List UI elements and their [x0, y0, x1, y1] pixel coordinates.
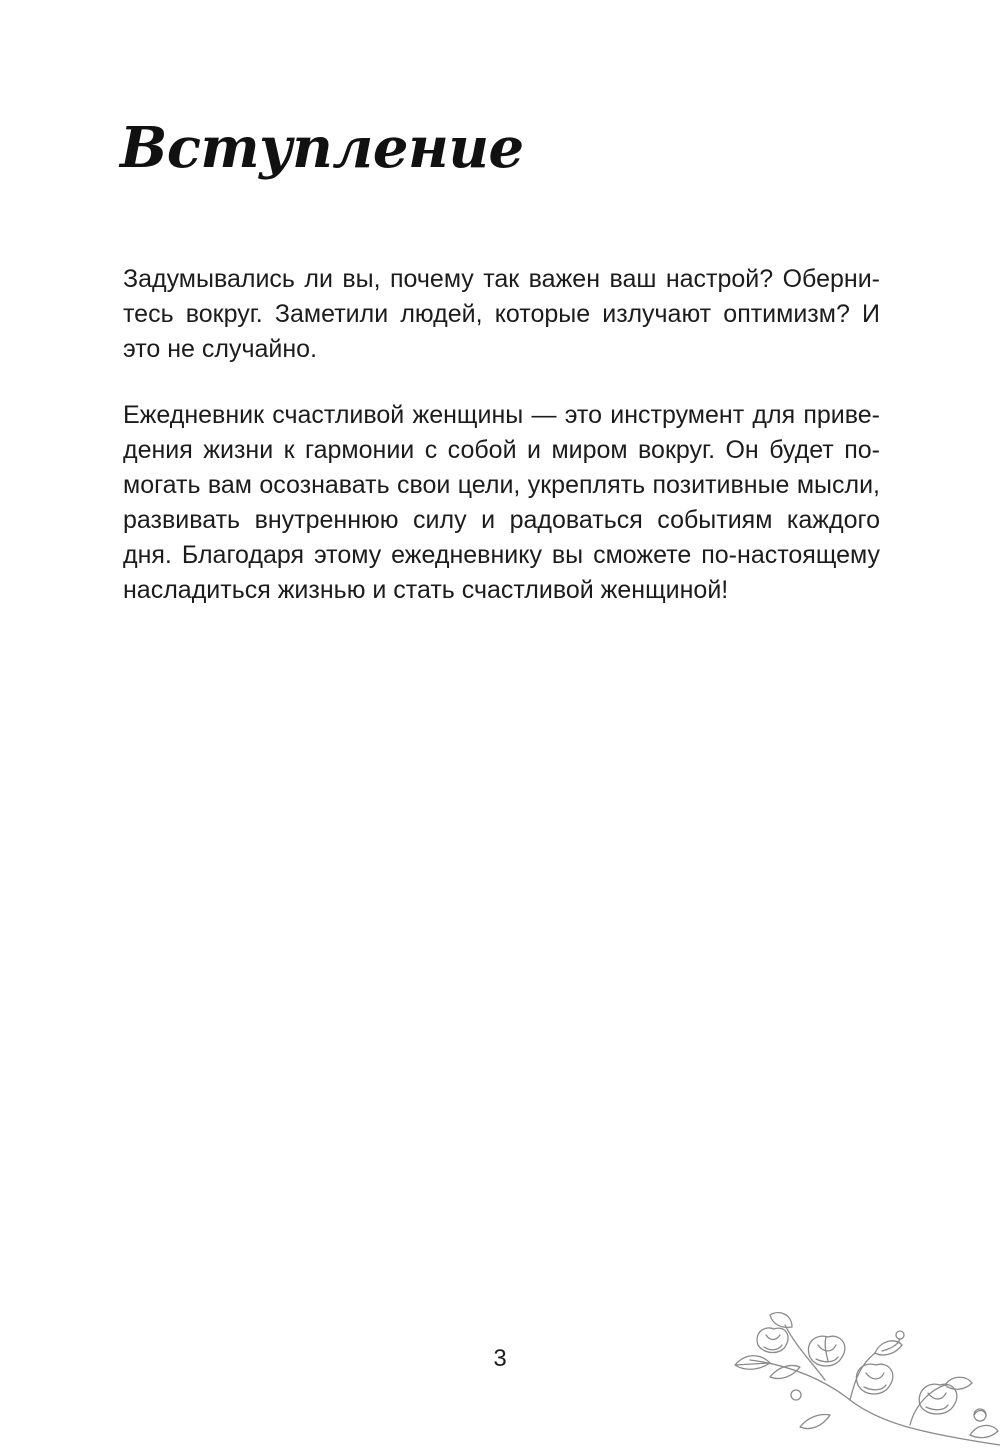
text-line: могать вам осознавать свои цели, укреплять позитивные мысли, [123, 471, 880, 499]
text-line: насладиться жизнью и стать счастливой женщиной! [123, 576, 729, 604]
text-line: дня. Благодаря этому ежедневнику вы сможете по-настоящему [123, 541, 880, 569]
text-line: Ежедневник счастливой женщины — это инструмент для приве- [123, 401, 880, 429]
text-line: Задумывались ли вы, почему так важен ваш настрой? Оберни- [123, 265, 880, 293]
page-title: Вступление [120, 115, 524, 181]
intro-paragraph-2 [123, 398, 880, 608]
intro-paragraph-1 [123, 262, 880, 367]
text-line: тесь вокруг. Заметили людей, которые излучают оптимизм? И [123, 300, 880, 328]
page-number: 3 [493, 1345, 507, 1372]
text-line: дения жизни к гармонии с собой и миром вокруг. Он будет по- [123, 436, 880, 464]
text-line: развивать внутреннюю силу и радоваться событиям каждого [123, 506, 880, 534]
text-line: это не случайно. [123, 335, 318, 363]
floral-branch-icon [730, 1305, 1000, 1450]
